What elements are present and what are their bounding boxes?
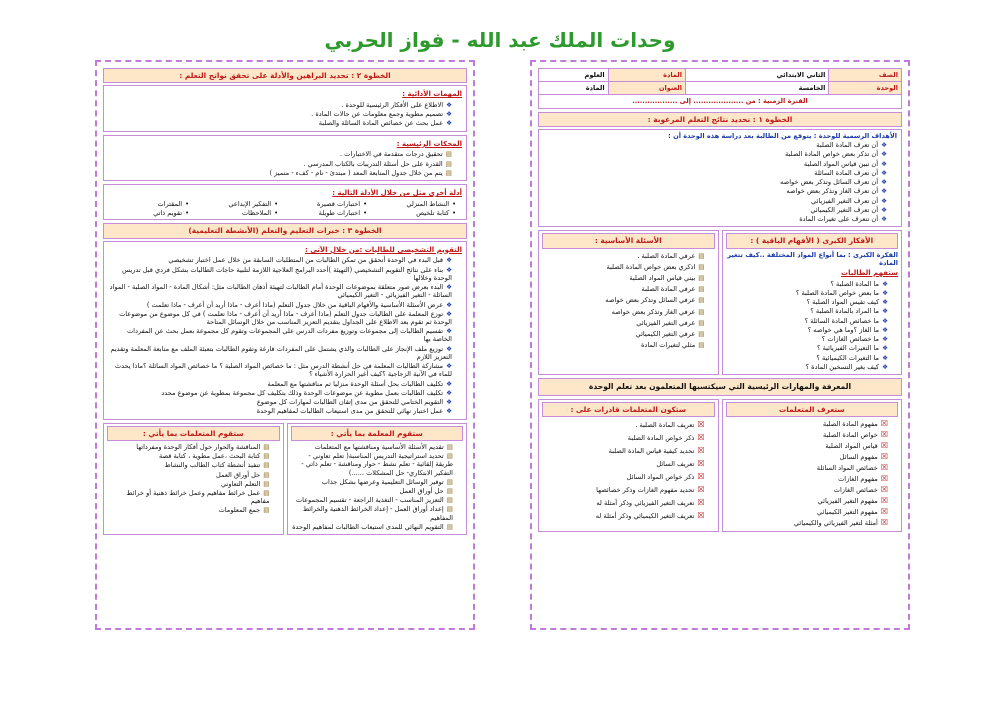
list-item: ▤ إعداد أوراق العمل - إعداد الخرائط الذهنية والخرائط المفاهيم — [291, 505, 454, 521]
list-item: ❖ عرض الأسئلة الأساسية والأفهام الباقية من خلال جدول التعلم (ماذا أعرف - ماذا أريد أن أعرف - ماذا تعلمت ) — [108, 301, 452, 309]
topic-value: المادة — [539, 82, 609, 95]
list-item: ❖ ما الغاز ؟وما هي خواصه ؟ — [726, 326, 889, 334]
list-item: ❖ الاطلاع على الأفكار الرئيسية للوحدة . — [108, 101, 452, 109]
list-item: ▤ مثلي لتغيرات المادة — [542, 341, 705, 349]
list-item: ▤ عرفي المادة الصلبة — [542, 285, 705, 293]
unit-info-table — [538, 68, 902, 109]
list-item: ☒ ذكر خواص المواد السائل — [542, 472, 705, 482]
big-ideas-header: الأفكار الكبرى ( الأفهام الباقية ) : — [726, 233, 899, 248]
list-item: ☒ تحديد مفهوم الغازات وذكر خصائصها — [542, 485, 705, 495]
list-item: ❖ كيف يغير التسخين المادة ؟ — [726, 363, 889, 371]
list-item: ❖ أن تعرف المادة السائلة — [543, 169, 887, 177]
grade-value: الثاني الابتدائي — [686, 69, 829, 82]
list-item: ▤ عرفي التغير الكيميائي — [542, 330, 705, 338]
list-item: ❖ أن تتعرف على تغيرات المادة — [543, 215, 887, 223]
subject-label: المادة — [608, 69, 685, 82]
list-item: ❖ مشاركة الطالبات المعلمة في حل أنشطة الدرس مثل : ما خصائص المواد الصلبة ؟ ما خصائص المواد السائلة ؟ماذا يحدث للماء في الآنية الزجاجية ؟كيف أغير الحرارة الأشياء ؟ — [108, 362, 452, 378]
list-item: ❖ أن تعرف التغير الكيميائي — [543, 206, 887, 214]
list-item: ▤ تقديم الأسئلة الأساسية ومناقشتها مع المتعلمات — [291, 443, 454, 451]
list-item: ❖ أن تبين قياس المواد الصلبة — [543, 160, 887, 168]
list-item: ▤ بيني قياس المواد الصلبة — [542, 274, 705, 282]
unit-value: الخامسة — [686, 82, 829, 95]
other-evidence-title: أدلة أخرى مثل من خلال الأدلة التالية : — [332, 189, 462, 198]
list-item: ☒ مفهوم السائل — [726, 452, 889, 462]
list-item: ▤ التعلم التعاوني — [107, 480, 270, 488]
list-item: ▤ حل أوراق العمل — [291, 487, 454, 495]
knowledge-header: المعرفة والمهارات الرئيسية التي سيكتسبها المتعلمون بعد تعلم الوحدة — [538, 378, 902, 395]
step2-header: الخطوة ٢ : تحديد البراهين والأدلة على تحقق نواتج التعلم : — [103, 68, 467, 83]
list-item: ☒ مفهوم التغير الكيميائي — [726, 507, 889, 517]
list-item: ❖ ما التغيرات الفيزيائية ؟ — [726, 344, 889, 352]
list-item: ❖ أن تذكر بعض خواص المادة الصلبة — [543, 150, 887, 158]
list-item: ▤ عرفي الغاز وتذكر بعض خواصه — [542, 308, 705, 316]
list-item: ❖ ما التغيرات الكيميائية ؟ — [726, 354, 889, 362]
list-item: ❖ عمل اختبار نهائي للتحقق من مدى استيعاب الطالبات لمفاهيم الوحدة — [108, 407, 452, 415]
list-item: ❖ توزيع ملف الإنجاز على الطالبات والذي يشتمل على المفردات فارغة وتقوم الطالبات بتعبئة الملف مع متابعة المعلمة وتقديم التعزيز اللازم — [108, 345, 452, 361]
goals-box — [538, 129, 902, 227]
list-item: ☒ تعريف التغير الفيزيائي وذكر أمثلة له — [542, 498, 705, 508]
period-text: الفترة الزمنية : من .................... إلى .................. — [539, 95, 902, 108]
students-do-header: ستقوم المتعلمات بما يأتي : — [107, 426, 280, 441]
list-item: ❖ عمل بحث عن خصائص المادة السائلة والصلبة — [108, 119, 452, 127]
list-item: ❖ ما خصائص المادة السائلة ؟ — [726, 317, 889, 325]
list-item: ❖ توزع المعلمة على الطالبات جدول التعلم (ماذا أعرف - ماذا أريد أن أعرف - ماذا تعلمت ) في كل موضوع من موضوعات الوحدة ثم تقوم بعد الاطلاع على الجداول بتقديم التعزيز المناسب من خلال الوسائل المتاحة — [108, 310, 452, 326]
tasks-box — [103, 85, 467, 131]
page-title: وحدات الملك عبد الله - فواز الحربي — [324, 28, 676, 52]
topic-label: العنوان — [608, 82, 685, 95]
list-item: ❖ أن تعرف السائل وتذكر بعض خواصه — [543, 178, 887, 186]
list-item: ☒ تحديد كيفية قياس المادة الصلبة — [542, 446, 705, 456]
diagnostic-title: التقويم التشخيصي للطالبات :من خلال الآتي : — [304, 245, 462, 254]
list-item: • كتابة تلخيص — [375, 209, 456, 217]
list-item: ☒ تعريف السائل — [542, 459, 705, 469]
essential-questions-header: الأسئلة الأساسية : — [542, 233, 715, 248]
criteria-box — [103, 135, 467, 181]
list-item: • النشاط المنزلي — [375, 200, 456, 208]
list-item: ❖ ما بعض خواص المادة الصلبة ؟ — [726, 289, 889, 297]
list-item: ☒ ذكر خواص المادة الصلبة — [542, 433, 705, 443]
list-item: ☒ خصائص الغازات — [726, 485, 889, 495]
list-item: ☒ أمثلة لتغير الفيزيائي والكيميائي — [726, 518, 889, 528]
list-item: ☒ مفهوم المادة الصلبة — [726, 419, 889, 429]
students-do-box — [103, 423, 284, 536]
list-item: ▤ عرفي التغير الفيزيائي — [542, 319, 705, 327]
step1-header: الخطوة ١ : تحديد نتائج التعلم المرغوبة : — [538, 112, 902, 127]
list-item: ☒ قياس المواد الصلبة — [726, 441, 889, 451]
skills-box — [538, 399, 719, 532]
list-item: ❖ تصميم مطوية وجمع معلومات عن حالات المادة . — [108, 110, 452, 118]
list-item: ▤ التقويم النهائي للمدى استيعاب الطالبات لمفاهيم الوحدة — [291, 523, 454, 531]
list-item: • التفكير الإبداعي — [197, 200, 278, 208]
essential-questions-box — [538, 230, 719, 375]
list-item: ❖ تكليف الطالبات بحل أسئلة الوحدة منزليا ثم مناقشتها مع المعلمة — [108, 380, 452, 388]
list-item: ☒ خواص المادة الصلبة — [726, 430, 889, 440]
list-item: • الملاحظات — [197, 209, 278, 217]
list-item: ▤ تنفيذ أنشطة كتاب الطالب والنشاط — [107, 461, 270, 469]
list-item: ❖ تقسيم الطالبات إلى مجموعات وتوزيع مفردات الدرس على المجموعات وتقوم كل مجموعة بعمل بحث عن المفردات الخاصة بها — [108, 327, 452, 343]
list-item: ▤ كتابة البحث ،عمل مطوية ، كتابة قصة — [107, 452, 270, 460]
list-item: ❖ قبل البدء في الوحدة أتحقق من تمكن الطالبات من المتطلبات السابقة من خلال عمل اختبار تشخيصي — [108, 256, 452, 264]
list-item: ▤ عمل خرائط مفاهيم وعمل خرائط ذهنية أو خرائط مفاهيم — [107, 489, 270, 505]
list-item: ▤ عرفي السائل وتذكر بعض خواصه — [542, 296, 705, 304]
subject-value: العلوم — [539, 69, 609, 82]
list-item: ▤ تحقيق درجات متقدمة في الاختبارات . — [108, 150, 452, 158]
list-item: ▤ يتم من خلال جدول المتابعة المعد ( مبتدئ - نام - كفء - متميز ) — [108, 169, 452, 177]
list-item: • تقويم ذاتي — [108, 209, 189, 217]
list-item: ▤ القدرة على حل أسئلة التدريبات بالكتاب المدرسي . — [108, 160, 452, 168]
list-item: ❖ بناء على نتائج التقويم التشخيصي (التهيئة )أحدد البرامج العلاجية اللازمة لتلبية حاجات الطالبات بشكل فردي قبل تدريس الوحدة وخلالها — [108, 266, 452, 282]
list-item: ▤ المناقشة والحوار حول أفكار الوحدة ومفرداتها — [107, 443, 270, 451]
list-item: • اختبارات طويلة — [286, 209, 367, 217]
knowledge-box — [722, 399, 903, 532]
list-item: ▤ التعزيز المناسب - التغذية الراجعة - تقسيم المجموعات — [291, 496, 454, 504]
list-item: ▤ اذكري بعض خواص المادة الصلبة — [542, 263, 705, 271]
criteria-title: المحكات الرئيسية : — [396, 139, 462, 148]
big-ideas-box — [722, 230, 903, 375]
other-evidence-box — [103, 184, 467, 220]
right-page — [530, 60, 910, 630]
list-item: ❖ التقويم الختامي للتحقق من مدى إتقان الطالبات لمهارات كل موضوع — [108, 398, 452, 406]
goals-list — [543, 141, 897, 223]
list-item: ▤ توفير الوسائل التعليمية وعرضها بشكل جذاب — [291, 478, 454, 486]
list-item: ▤ تحديد استراتيجية التدريس المناسبة( تعلم تعاوني - طريقة إلقائية - تعلم نشط - حوار ومناقشة - تعلم ذاتي - التفكير الابتكاري- حل المشكلات ......) — [291, 452, 454, 477]
list-item: ❖ ما المراد بالمادة الصلبة ؟ — [726, 307, 889, 315]
list-item: ❖ أن تعرف المادة الصلبة — [543, 141, 887, 149]
unit-label: الوحدة — [829, 82, 902, 95]
list-item: ☒ مفهوم الغازات — [726, 474, 889, 484]
teacher-does-header: ستقوم المعلمة بما يأتي : — [291, 426, 464, 441]
teacher-does-box — [287, 423, 468, 536]
list-item: ☒ تعريف المادة الصلبة . — [542, 420, 705, 430]
list-item: ❖ ما المادة الصلبة ؟ — [726, 280, 889, 288]
skills-sub-header: ستكون المتعلمات قادرات على : — [542, 402, 715, 417]
step3-header: الخطوة ٣ : خبرات التعليم والتعلم (الأنشطة التعليمية) — [103, 223, 467, 238]
list-item: ❖ كيف تقيس المواد الصلبة ؟ — [726, 298, 889, 306]
list-item: • اختبارات قصيرة — [286, 200, 367, 208]
list-item: ▤ جمع المعلومات — [107, 506, 270, 514]
left-page — [95, 60, 475, 630]
tasks-title: المهمات الأدائية : — [402, 90, 462, 99]
list-item: ☒ خصائص المواد السائلة — [726, 463, 889, 473]
big-idea-text: الفكرة الكبرى : بما أنواع المواد المختلفة ..كيف تتغير المادة — [727, 250, 898, 267]
list-item: ▤ عرفي المادة الصلبة . — [542, 252, 705, 260]
list-item: • المقترات — [108, 200, 189, 208]
list-item: ❖ تكليف الطالبات بعمل مطوية عن موضوعات الوحدة وذلك بتكليف كل مجموعة بمطوية عن موضوع محدد — [108, 389, 452, 397]
grade-label: الصف — [829, 69, 902, 82]
list-item: ❖ أن تعرف التغير الفيزيائي — [543, 197, 887, 205]
big-ideas-sub: ستفهم الطالبات — [841, 269, 898, 278]
list-item: ☒ تعريف التغير الكيميائي وذكر أمثلة له — [542, 511, 705, 521]
knowledge-sub-header: ستعرف المتعلمات — [726, 402, 899, 417]
list-item: ❖ أن تعرف الغاز وتذكر بعض خواصه — [543, 187, 887, 195]
list-item: ❖ البدء بعرض صور متعلقة بموضوعات الوحدة أمام الطالبات لتهيئة أذهان الطالبات مثل: أشكال المادة - المواد الصلبة - المواد السائلة - التغير الفيزيائي - التغير الكيميائي — [108, 283, 452, 299]
activities-box — [103, 241, 467, 420]
list-item: ❖ ما خصائص الغازات ؟ — [726, 335, 889, 343]
goals-intro: الأهداف الرسمية للوحدة : يتوقع من الطالبة بعد دراسة هذه الوحدة أن : — [668, 131, 897, 140]
list-item: ▤ حل أوراق العمل — [107, 471, 270, 479]
list-item: ☒ مفهوم التغير الفيزيائي — [726, 496, 889, 506]
